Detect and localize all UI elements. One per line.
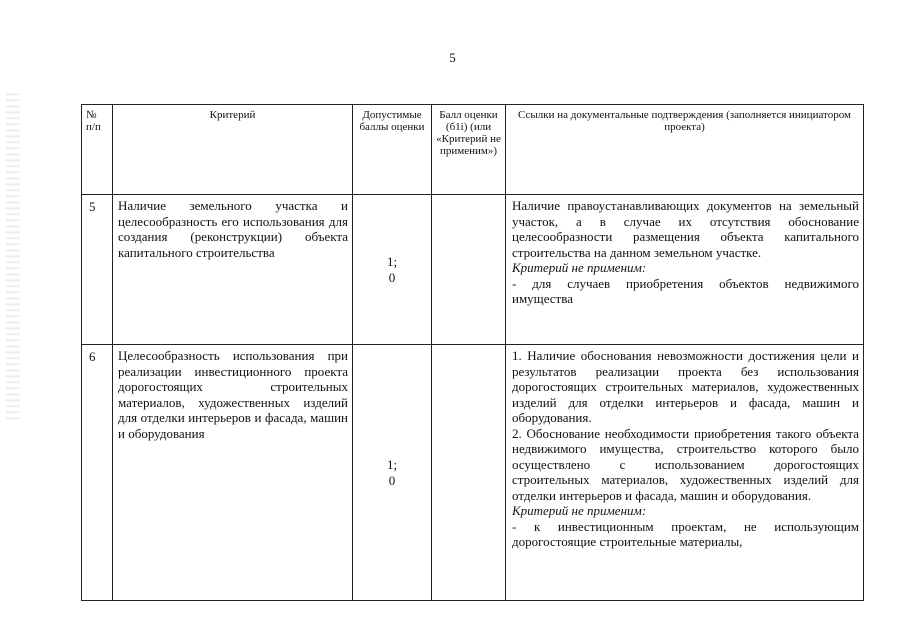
not-applicable-label: Критерий не применим: — [512, 260, 647, 275]
header-num: № п/п — [82, 105, 113, 195]
links-item-2: 2. Обоснование необходимости приобретения такого объекта недвижимого имущества, строительство которого было осуществлено с использованием дорогостоящих строительных материалов, художественных изделий для отделки интерьеров и фасада, машин и оборудования. — [512, 425, 859, 503]
row-number: 5 — [82, 195, 113, 345]
score-option: 0 — [388, 269, 396, 285]
score-option: 1; — [386, 253, 398, 269]
documentary-links — [506, 195, 864, 345]
criterion-text: Наличие земельного участка и целесообразность его использования для создания (реконструкции) объекта капитального строительства — [113, 195, 353, 345]
allowed-scores — [353, 195, 432, 345]
not-applicable-label: Критерий не применим: — [512, 503, 647, 518]
table-header-row — [82, 105, 864, 195]
scan-artifact — [6, 90, 20, 420]
not-applicable-text: - к инвестиционным проектам, не использующим дорогостоящие строительные материалы, — [512, 518, 859, 549]
allowed-scores — [353, 345, 432, 601]
not-applicable-text: - для случаев приобретения объектов недвижимого имущества — [512, 275, 859, 306]
score-value — [432, 345, 506, 601]
links-item-1: 1. Наличие обоснования невозможности достижения цели и результатов реализации проекта без использования дорогостоящих строительных материалов, художественных изделий для отделки интерьеров и фасада, машин и оборудования. — [512, 348, 859, 425]
header-score — [432, 105, 506, 195]
score-option: 0 — [388, 472, 396, 488]
page-number: 5 — [449, 50, 456, 65]
documentary-links — [506, 345, 864, 601]
header-criterion: Критерий — [113, 105, 353, 195]
table-row — [82, 195, 864, 345]
table-row — [82, 345, 864, 601]
header-score-text: Балл оценки (б1i) (или «Критерий не применим») — [436, 109, 501, 157]
links-text: Наличие правоустанавливающих документов на земельный участок, а в случае их отсутствия обоснование целесообразности размещения объекта капитального строительства на данном земельном участке. — [512, 198, 859, 260]
header-links: Ссылки на документальные подтверждения (заполняется инициатором проекта) — [506, 105, 864, 195]
header-allowed-scores: Допустимые баллы оценки — [353, 105, 432, 195]
criteria-table — [81, 104, 864, 601]
criterion-text: Целесообразность использования при реализации инвестиционного проекта дорогостоящих строительных материалов, художественных изделий для отделки интерьеров и фасада, машин и оборудования — [113, 345, 353, 601]
score-value — [432, 195, 506, 345]
score-option: 1; — [386, 456, 398, 472]
row-number: 6 — [82, 345, 113, 601]
